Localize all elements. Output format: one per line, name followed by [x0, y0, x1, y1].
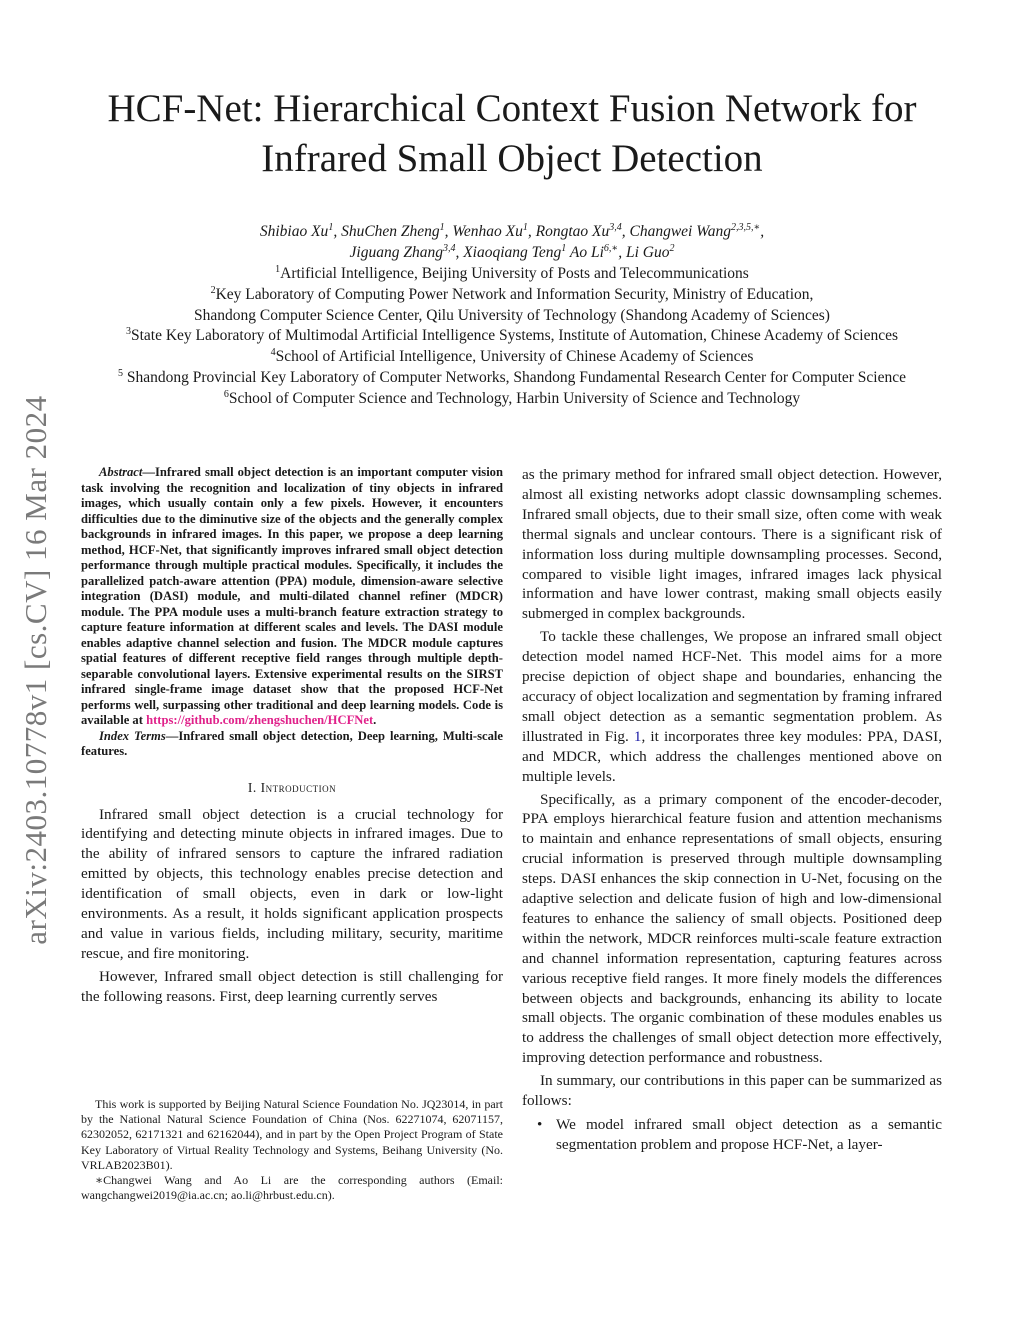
affiliation-text: State Key Laboratory of Multimodal Artificial Intelligence Systems, Institute of Automation, Chinese Academy of Sciences	[130, 327, 899, 345]
affiliation-line	[60, 389, 964, 410]
affiliation-line	[60, 368, 964, 389]
list-item	[522, 1115, 942, 1155]
author-name: Ao Li	[569, 244, 604, 261]
section-heading-introduction	[81, 780, 503, 796]
contribution-list	[522, 1115, 942, 1155]
author-affiliation-mark: 2,3,5,∗	[730, 222, 761, 233]
author-affiliation-mark: 1	[439, 222, 445, 233]
author-name: Rongtao Xu	[535, 223, 610, 240]
author-affiliation-mark: 1	[522, 222, 528, 233]
author-separator: ,	[444, 223, 453, 240]
affiliation-number: 5	[118, 367, 123, 379]
paragraph-text: To tackle these challenges, We propose an infrared small object detection model named HCF-Net. This model aims for a more precise depiction of object shape and boundaries, enhancing the accuracy of object localization and segmentation by framing infrared small object detection as a semantic segmentation problem. As illustrated in Fig.	[522, 628, 942, 745]
index-terms	[81, 729, 503, 760]
arxiv-identifier-text: arXiv:2403.10778v1 [cs.CV] 16 Mar 2024	[18, 395, 53, 945]
list-item-text: We model infrared small object detection as a semantic segmentation problem and propose HCF-Net, a layer-	[556, 1116, 942, 1153]
author-name: Jiguang Zhang	[349, 244, 443, 261]
code-link[interactable]: https://github.com/zhengshuchen/HCFNet	[146, 713, 374, 727]
section-title: Introduction	[260, 779, 337, 795]
author-separator: ,	[333, 223, 342, 240]
right-column	[522, 465, 942, 1155]
corresponding-author-footnote: ∗Changwei Wang and Ao Li are the corresponding authors (Email: wangchangwei2019@ia.ac.cn; ao.li@hrbust.edu.cn).	[81, 1173, 503, 1203]
author-name: Shibiao Xu	[259, 223, 329, 240]
affiliation-line	[60, 285, 964, 306]
left-column	[81, 465, 503, 1010]
author-separator: ,	[455, 244, 464, 261]
index-terms-label: Index Terms	[99, 728, 166, 743]
affiliation-text: Shandong Provincial Key Laboratory of Computer Networks, Shandong Fundamental Research Center for Computer Science	[123, 368, 906, 386]
affiliation-list	[60, 264, 964, 410]
paper-title	[60, 84, 964, 184]
affiliation-text: School of Artificial Intelligence, University of Chinese Academy of Sciences	[275, 348, 754, 366]
author-separator: ,	[621, 223, 630, 240]
author-affiliation-mark: 1	[328, 222, 334, 233]
title-line-2: Infrared Small Object Detection	[261, 137, 763, 180]
funding-footnote: This work is supported by Beijing Natural Science Foundation No. JQ23014, in part by the National Natural Science Foundation of China (Nos. 62271074, 62071157, 62302052, 62171321 and 62162044), and in part by the Open Project Program of State Key Laboratory of Virtual Reality Technology and Systems, Beihang University (No. VRLAB2023B01).	[81, 1097, 503, 1172]
author-affiliation-mark: 6,∗	[603, 243, 619, 254]
affiliation-number: 2	[210, 284, 216, 296]
author-list	[60, 221, 964, 263]
affiliation-text: Artificial Intelligence, Beijing University of Posts and Telecommunications	[280, 265, 749, 282]
paragraph-text: , it incorporates three key modules: PPA, DASI, and MDCR, which address the challenges mentioned above on multiple levels.	[522, 727, 943, 785]
author-separator: ,	[527, 223, 536, 240]
affiliation-line	[60, 264, 964, 285]
right-paragraph-4: In summary, our contributions in this paper can be summarized as follows:	[522, 1072, 942, 1110]
author-line-1	[60, 221, 964, 242]
index-terms-dash: —	[165, 728, 179, 743]
affiliation-number: 4	[270, 347, 276, 359]
affiliation-number: 1	[275, 264, 281, 275]
footnotes	[81, 1097, 503, 1203]
index-terms-body: Infrared small object detection, Deep learning, Multi-scale features.	[81, 728, 503, 758]
affiliation-text: Key Laboratory of Computing Power Network and Information Security, Ministry of Education,	[215, 285, 814, 303]
author-name: Changwei Wang	[629, 223, 731, 240]
author-name: Xiaoqiang Teng	[463, 244, 562, 261]
author-separator: ,	[760, 223, 765, 240]
affiliation-line	[60, 326, 964, 347]
author-affiliation-mark: 2	[669, 243, 675, 254]
author-affiliation-mark: 3,4	[442, 243, 456, 254]
abstract-body: Infrared small object detection is an important computer vision task involving the recognition and localization of tiny objects in infrared images, which usually contain only a few pixels. However, it encounters difficulties due to the diminutive size of the objects and the generally complex backgrounds in infrared images. In this paper, we propose a deep learning method, HCF-Net, that significantly improves infrared small object detection performance through multiple practical modules. Specifically, it includes the parallelized patch-aware attention (PPA) module, dimension-aware selective integration (DASI) module, and multi-dilated channel refiner (MDCR) module. The PPA module uses a multi-branch feature extraction strategy to capture feature information at different scales and levels. The DASI module enables adaptive channel selection and fusion. The MDCR module captures spatial features of different receptive field ranges through multiple depth-separable convolutional layers. Extensive experimental results on the SIRST infrared single-frame image dataset show that the proposed HCF-Net performs well, surpassing other traditional and deep learning models. Code is available at	[81, 465, 503, 727]
affiliation-text: Shandong Computer Science Center, Qilu University of Technology (Shandong Academy of Sciences)	[194, 306, 830, 324]
author-affiliation-mark: 3,4	[609, 222, 622, 233]
author-separator: ,	[618, 244, 626, 261]
intro-paragraph-1: Infrared small object detection is a crucial technology for identifying and detecting minute objects in infrared images. Due to the ability of infrared sensors to capture the infrared radiation emitted by objects, this technology enables precise detection and identification of small objects, even in dark or low-light environments. As a result, it holds significant application prospects and value in various fields, including military, security, maritime rescue, and fire monitoring.	[81, 805, 503, 962]
intro-paragraph-2: However, Infrared small object detection is still challenging for the following reasons. First, deep learning currently serves	[81, 967, 503, 1005]
title-line-1: HCF-Net: Hierarchical Context Fusion Network for	[107, 87, 917, 130]
right-paragraph-2	[522, 627, 942, 786]
abstract-dash: —	[142, 465, 155, 479]
abstract-label: Abstract	[99, 465, 143, 479]
author-name: Li Guo	[625, 244, 670, 261]
affiliation-number: 6	[223, 388, 229, 400]
right-paragraph-3: Specifically, as a primary component of the encoder-decoder, PPA employs hierarchical feature fusion and attention mechanisms to maintain and enhance representations of small objects, ensuring crucial information is preserved through multiple downsampling steps. DASI enhances the skip connection in U-Net, focusing on the adaptive selection and delicate fusion of high and low-dimensional features to enhance the saliency of small objects. Positioned deep within the network, MDCR reinforces multi-scale feature extraction and channel information representation, capturing features across various receptive field ranges. It more finely models the differences between objects and backgrounds, enhancing its ability to locate small objects. The organic combination of these modules enables us to address the challenges of small object detection more effectively, improving detection performance and robustness.	[522, 790, 942, 1067]
bullet-icon: •	[537, 1116, 543, 1133]
right-paragraph-1: as the primary method for infrared small object detection. However, almost all existing networks adopt classic downsampling schemes. Infrared small objects, due to their small size, often come with weak thermal signals and unclear contours. There is a significant risk of information loss during multiple downsampling processes. Second, compared to visible light images, infrared images lack physical information and have lower contrast, making small objects easily submerged in complex backgrounds.	[522, 466, 942, 623]
author-name: ShuChen Zheng	[341, 223, 440, 240]
abstract-end: .	[373, 713, 377, 727]
affiliation-text: School of Computer Science and Technology, Harbin University of Science and Technology	[228, 389, 801, 407]
affiliation-line	[60, 306, 964, 327]
author-name: Wenhao Xu	[452, 223, 523, 240]
author-line-2	[60, 242, 964, 263]
abstract	[81, 465, 503, 729]
section-numeral: I.	[247, 779, 257, 795]
author-affiliation-mark: 1	[561, 243, 567, 254]
affiliation-number: 3	[125, 326, 131, 338]
figure-reference-link[interactable]: 1	[633, 727, 642, 745]
affiliation-line	[60, 347, 964, 368]
